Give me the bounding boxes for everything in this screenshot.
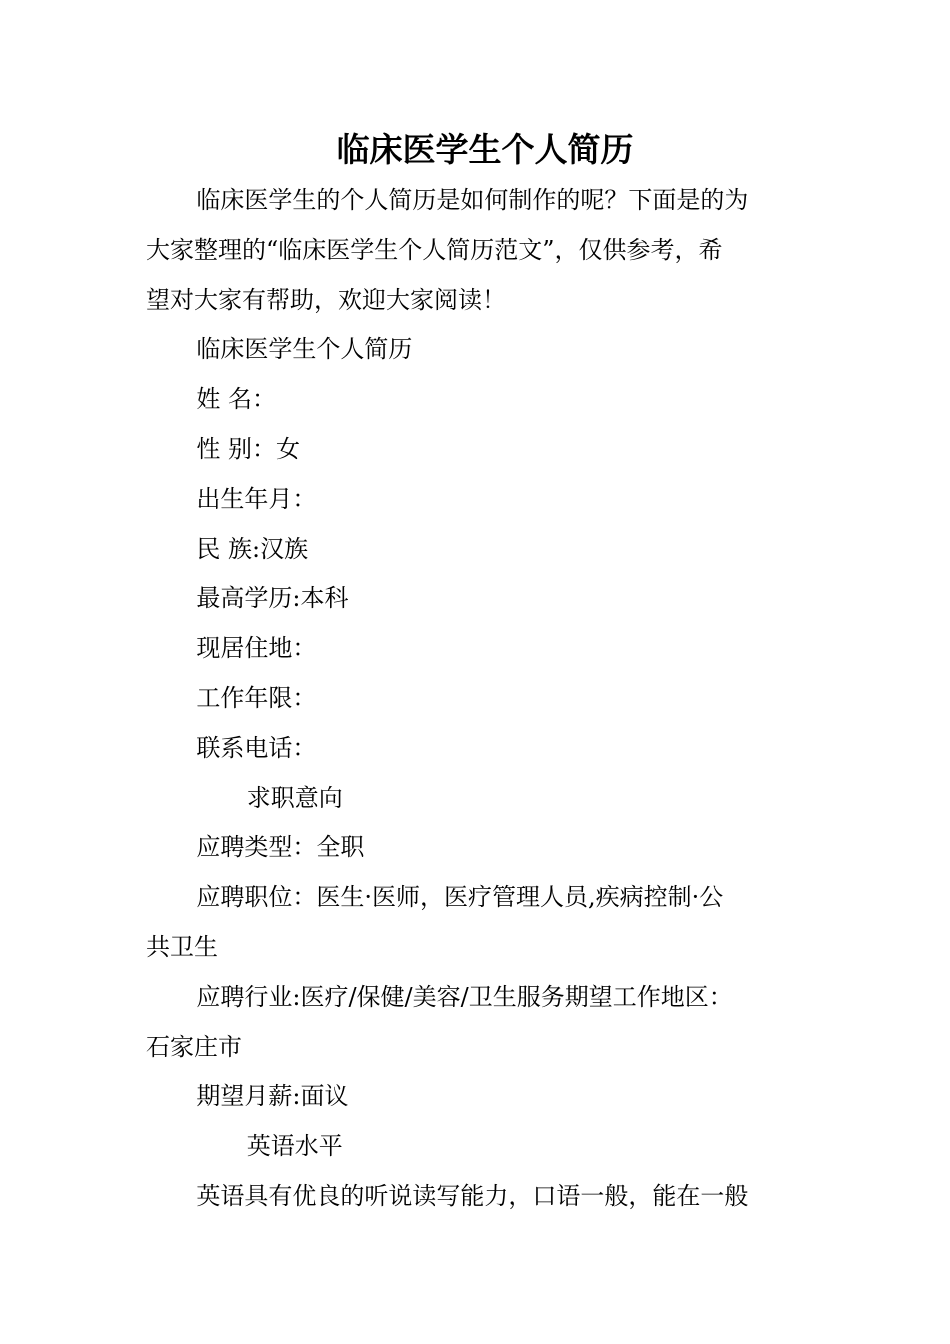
document-body [146,176,810,1222]
field-name: 姓 名： [196,385,277,414]
english-line-1: 英语具有优良的听说读写能力，口语一般，能在一般 [196,1181,749,1210]
job-type: 应聘类型：全职 [196,833,365,862]
field-birth-date: 出生年月： [196,484,317,513]
job-position-line-1: 应聘职位：医生·医师，医疗管理人员,疾病控制·公 [196,883,724,912]
job-industry-line-1: 应聘行业:医疗/保健/美容/卫生服务期望工作地区： [196,982,733,1011]
field-ethnicity: 民 族:汉族 [196,534,309,563]
resume-subtitle: 临床医学生个人简历 [196,335,413,364]
section-heading-english-level: 英语水平 [246,1132,343,1161]
field-education: 最高学历:本科 [196,584,349,613]
document-title: 临床医学生个人简历 [336,130,634,169]
job-position-line-2: 共卫生 [146,932,218,961]
field-residence: 现居住地： [196,634,317,663]
field-gender: 性 别：女 [196,434,301,463]
section-heading-job-intention: 求职意向 [246,783,343,812]
job-salary: 期望月薪:面议 [196,1082,349,1111]
intro-line-2: 大家整理的“临床医学生个人简历范文”，仅供参考，希 [146,235,723,264]
field-phone: 联系电话： [196,733,317,762]
field-work-years: 工作年限： [196,683,317,712]
intro-line-1: 临床医学生的个人简历是如何制作的呢？下面是的为 [196,186,749,214]
intro-line-3: 望对大家有帮助，欢迎大家阅读！ [146,285,506,314]
job-industry-line-2: 石家庄市 [146,1032,242,1061]
